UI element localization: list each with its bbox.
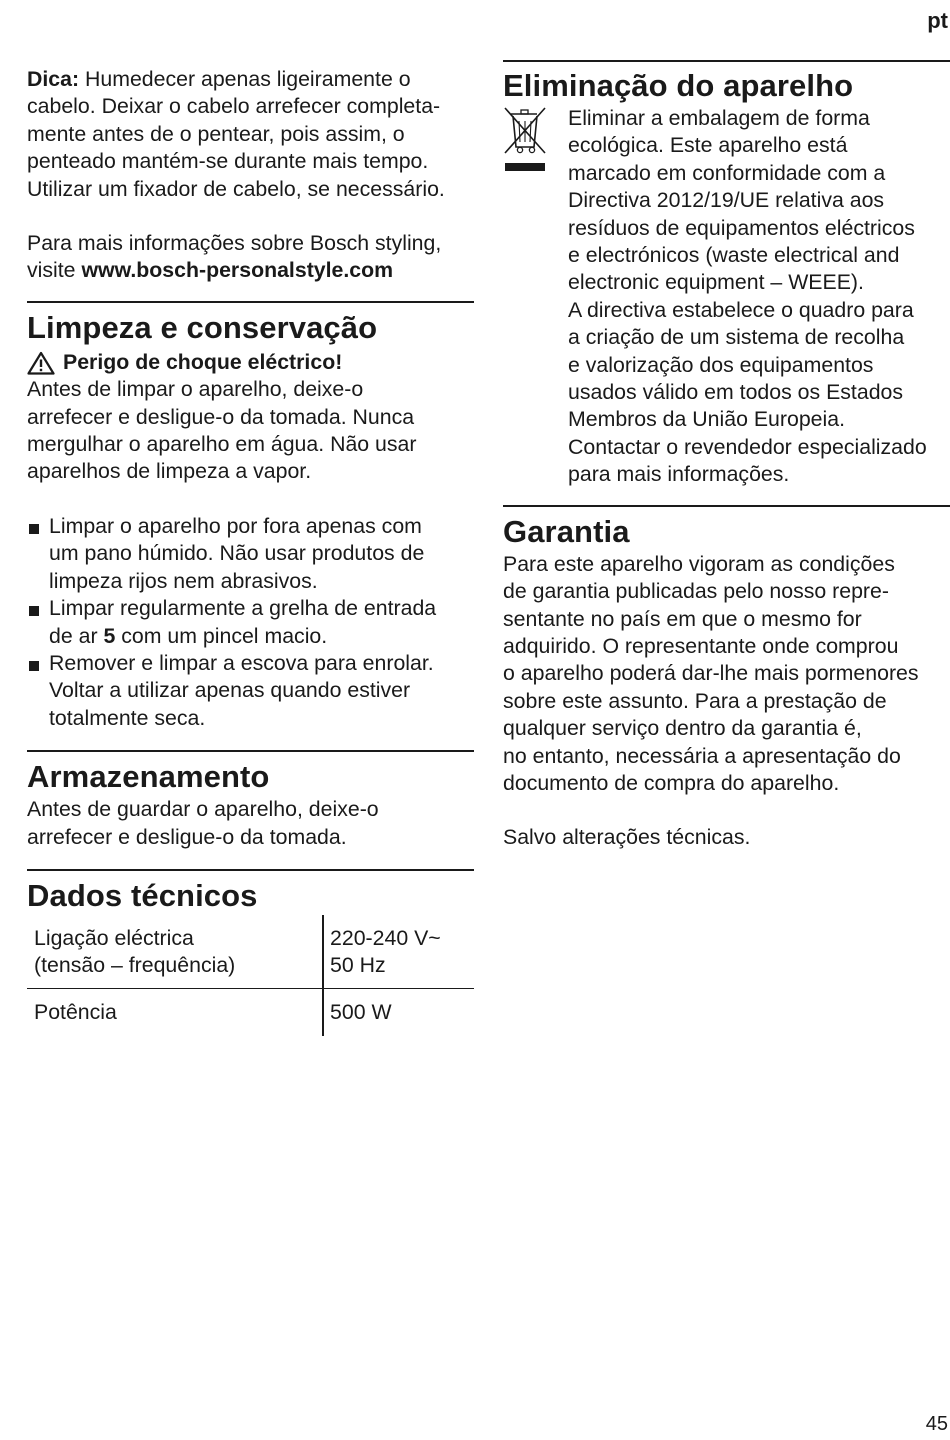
disposal-line: electronic equipment – WEEE). bbox=[568, 270, 864, 295]
disposal-line: e electrónicos (waste electrical and bbox=[568, 243, 900, 268]
tip-label: Dica: bbox=[27, 67, 80, 91]
disposal-line: marcado em conformidade com a bbox=[568, 160, 886, 185]
disposal-line: para mais informações. bbox=[568, 462, 790, 487]
tech-value: 220-240 V~ 50 Hz bbox=[323, 915, 474, 988]
disposal-line: e valorização dos equipamentos bbox=[568, 352, 874, 377]
disposal-block bbox=[503, 105, 950, 489]
section-divider bbox=[27, 869, 474, 871]
storage-line: Antes de guardar o aparelho, deixe-o bbox=[27, 797, 379, 822]
cleaning-bullet-list bbox=[27, 513, 474, 732]
warranty-title: Garantia bbox=[503, 513, 630, 549]
warranty-line: de garantia publicadas pelo nosso repre- bbox=[503, 579, 889, 604]
disposal-line: Membros da União Europeia. bbox=[568, 407, 846, 432]
table-row bbox=[27, 915, 474, 988]
cleaning-line: aparelhos de limpeza a vapor. bbox=[27, 459, 312, 484]
cleaning-line: Antes de limpar o aparelho, deixe-o bbox=[27, 377, 364, 402]
cleaning-line: arrefecer e desligue-o da tomada. Nunca bbox=[27, 404, 415, 429]
tech-key: Ligação eléctrica (tensão – frequência) bbox=[27, 915, 323, 988]
storage-line: arrefecer e desligue-o da tomada. bbox=[27, 824, 347, 849]
tech-key: Potência bbox=[27, 988, 323, 1036]
left-column bbox=[27, 66, 474, 1036]
tip-paragraph bbox=[27, 66, 474, 121]
disposal-line: ecológica. Este aparelho está bbox=[568, 133, 848, 158]
info-prefix: visite bbox=[27, 258, 82, 283]
warranty-line: adquirido. O representante onde comprou bbox=[503, 633, 899, 658]
cleaning-title: Limpeza e conservação bbox=[27, 309, 378, 345]
section-divider bbox=[27, 750, 474, 752]
weee-symbol bbox=[503, 105, 568, 489]
disposal-line: Eliminar a embalagem de forma bbox=[568, 106, 870, 130]
tech-table bbox=[27, 915, 474, 1036]
disposal-line: a criação de um sistema de recolha bbox=[568, 325, 905, 350]
warranty-line: o aparelho poderá dar-lhe mais pormenores bbox=[503, 661, 919, 686]
warning-text: Perigo de choque eléctrico! bbox=[63, 349, 343, 374]
disposal-line: Directiva 2012/19/UE relativa aos bbox=[568, 188, 885, 213]
crossed-out-wheelie-bin-icon bbox=[503, 105, 549, 177]
section-divider bbox=[503, 505, 950, 507]
section-divider bbox=[27, 301, 474, 303]
tech-value: 500 W bbox=[330, 999, 392, 1024]
disposal-line: resíduos de equipamentos eléctricos bbox=[568, 215, 915, 240]
warranty-line: Para este aparelho vigoram as condições bbox=[503, 551, 895, 576]
storage-title: Armazenamento bbox=[27, 759, 270, 795]
language-tag: pt bbox=[927, 8, 948, 33]
tip-line: penteado mantém-se durante mais tempo. bbox=[27, 149, 429, 174]
section-divider bbox=[503, 60, 950, 62]
tech-title: Dados técnicos bbox=[27, 877, 258, 913]
tip-text: Humedecer apenas ligeiramente o cabelo. Deixar o cabelo arrefecer completa- bbox=[27, 67, 441, 119]
warranty-line: documento de compra do aparelho. bbox=[503, 770, 840, 795]
disposal-text bbox=[568, 105, 927, 489]
website-link[interactable]: www.bosch-personalstyle.com bbox=[81, 258, 394, 283]
disposal-line: Contactar o revendedor especializado bbox=[568, 434, 927, 459]
warranty-line: no entanto, necessária a apresentação do bbox=[503, 743, 901, 768]
list-item: Limpar o aparelho por fora apenas com um pano húmido. Não usar produtos de limpeza rijos nem abrasivos. bbox=[27, 513, 474, 595]
cleaning-line: mergulhar o aparelho em água. Não usar bbox=[27, 432, 417, 457]
list-item: Limpar regularmente a grelha de entrada de ar 5 com um pincel macio. bbox=[27, 595, 474, 650]
tip-line: Utilizar um fixador de cabelo, se necessário. bbox=[27, 176, 445, 201]
technical-changes-note: Salvo alterações técnicas. bbox=[503, 825, 751, 850]
disposal-title: Eliminação do aparelho bbox=[503, 68, 854, 103]
info-line: Para mais informações sobre Bosch styling, bbox=[27, 231, 442, 256]
page-number: 45 bbox=[925, 1413, 948, 1435]
warning-triangle-icon bbox=[27, 351, 55, 375]
disposal-line: A directiva estabelece o quadro para bbox=[568, 297, 914, 322]
info-link-line bbox=[27, 257, 474, 284]
list-item: Remover e limpar a escova para enrolar. Voltar a utilizar apenas quando estiver totalmente seca. bbox=[27, 650, 474, 732]
warranty-line: sentante no país em que o mesmo for bbox=[503, 606, 862, 631]
warranty-line: qualquer serviço dentro da garantia é, bbox=[503, 716, 862, 741]
right-column bbox=[503, 60, 950, 852]
warranty-line: sobre este assunto. Para a prestação de bbox=[503, 688, 887, 713]
disposal-line: usados válido em todos os Estados bbox=[568, 380, 904, 405]
electric-shock-warning bbox=[27, 349, 474, 376]
tip-line: mente antes de o pentear, pois assim, o bbox=[27, 121, 405, 146]
table-row bbox=[27, 988, 474, 1036]
